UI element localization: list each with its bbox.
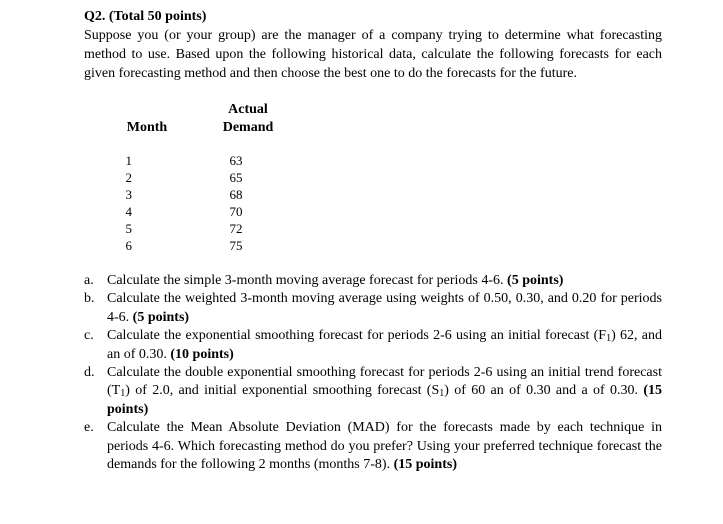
task-text-mid: ) of 2.0, and initial exponential smoothing forecast (S	[125, 383, 440, 399]
task-item-b	[84, 290, 662, 327]
demand-cell: 63	[229, 153, 243, 168]
task-points: (15 points)	[393, 457, 457, 473]
demand-header-line1: Actual	[228, 102, 268, 117]
task-item-a	[84, 272, 662, 290]
demand-header-line2: Demand	[222, 120, 274, 135]
task-text: Calculate the simple 3-month moving average forecast for periods 4-6.	[107, 273, 504, 288]
task-marker: c.	[84, 328, 94, 344]
task-item-e	[84, 419, 662, 474]
demand-cell: 72	[229, 221, 243, 236]
demand-column	[224, 152, 248, 254]
task-subscript: 1	[120, 388, 126, 400]
task-marker: d.	[84, 365, 95, 381]
month-cell: 6	[125, 238, 132, 253]
month-header: Month	[126, 120, 168, 135]
demand-cell: 70	[229, 204, 243, 219]
task-marker: e.	[84, 420, 94, 436]
month-cell: 2	[125, 170, 132, 185]
question-intro: Suppose you (or your group) are the manager of a company trying to determine what forecasting method to use. Based upon the following historical data, calculate the following forecasts for each given forecasting method and then choose the best one to do the forecasts for the future.	[84, 28, 662, 81]
task-points: (5 points)	[132, 309, 190, 325]
month-cell: 3	[125, 187, 132, 202]
demand-cell: 68	[229, 187, 243, 202]
month-cell: 5	[125, 221, 132, 236]
task-marker: a.	[84, 273, 94, 288]
demand-cell: 75	[229, 238, 243, 253]
task-points: (10 points)	[170, 346, 234, 362]
task-subscript: 1	[439, 388, 445, 400]
demand-header	[208, 101, 288, 137]
demand-cell: 65	[229, 170, 243, 185]
task-text-post: ) 62, and an of 0.30.	[107, 328, 662, 362]
task-text-post: ) of 60 an of 0.30 and a of 0.30.	[444, 383, 638, 399]
task-text-pre: Calculate the double exponential smoothing forecast for periods 2-6 using an initial trend forecast (T	[107, 365, 662, 399]
month-column	[116, 152, 132, 254]
task-item-c	[84, 327, 662, 364]
month-cell: 1	[125, 153, 132, 168]
task-text: Calculate the weighted 3-month moving average using weights of 0.50, 0.30, and 0.20 for periods 4-6.	[107, 291, 662, 325]
question-title: Q2. (Total 50 points)	[84, 9, 207, 24]
task-points: (15 points)	[107, 383, 663, 417]
task-points: (5 points)	[507, 273, 564, 288]
task-text: Calculate the Mean Absolute Deviation (MAD) for the forecasts made by each technique in periods 4-6. Which forecasting method do you prefer? Using your preferred technique forecast the demands for the following 2 months (months 7-8).	[107, 420, 662, 473]
task-marker: b.	[84, 291, 95, 307]
task-item-d	[84, 364, 662, 419]
task-list	[84, 272, 662, 474]
task-text-pre: Calculate the exponential smoothing forecast for periods 2-6 using an initial forecast (F	[107, 328, 607, 344]
month-cell: 4	[125, 204, 132, 219]
task-subscript: 1	[606, 333, 612, 345]
